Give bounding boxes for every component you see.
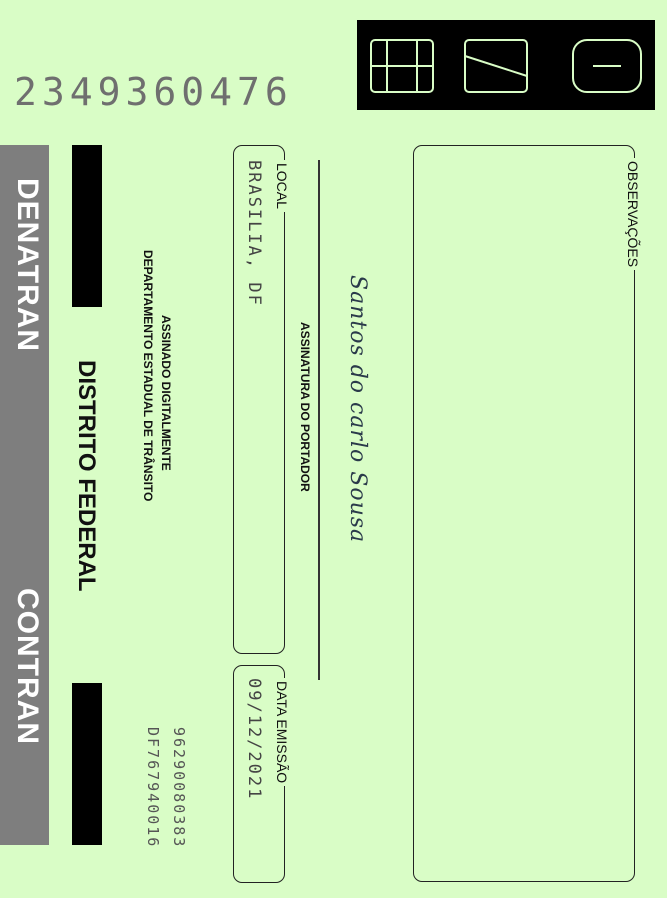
redaction-bar-bottom bbox=[72, 683, 102, 845]
signed-line2: DEPARTAMENTO ESTADUAL DE TRÂNSITO bbox=[141, 250, 155, 502]
data-emissao-label: DATA EMISSÃO bbox=[274, 678, 290, 786]
redaction-bar-top bbox=[72, 145, 102, 307]
observacoes-label: OBSERVAÇÕES bbox=[625, 158, 641, 270]
signed-line1: ASSINADO DIGITALMENTE bbox=[159, 315, 173, 471]
signature-line bbox=[318, 160, 320, 680]
footer-right-contran: CONTRAN bbox=[11, 588, 44, 745]
assinatura-label: ASSINATURA DO PORTADOR bbox=[298, 322, 312, 492]
code-number-1: 96290080383 bbox=[170, 727, 188, 849]
observacoes-box bbox=[413, 145, 635, 882]
local-value: BRASILIA, DF bbox=[244, 160, 264, 307]
document-number: 2349360476 bbox=[14, 70, 293, 114]
hnc-logo bbox=[357, 20, 655, 110]
footer-left-denatran: DENATRAN bbox=[11, 178, 44, 353]
local-label: LOCAL bbox=[274, 160, 290, 212]
portador-signature: Santos do carlo Sousa bbox=[345, 275, 370, 544]
code-number-2: DF767940016 bbox=[144, 727, 162, 849]
state-name: DISTRITO FEDERAL bbox=[73, 360, 100, 592]
logo-band bbox=[357, 20, 655, 110]
data-emissao-value: 09/12/2021 bbox=[244, 678, 264, 801]
